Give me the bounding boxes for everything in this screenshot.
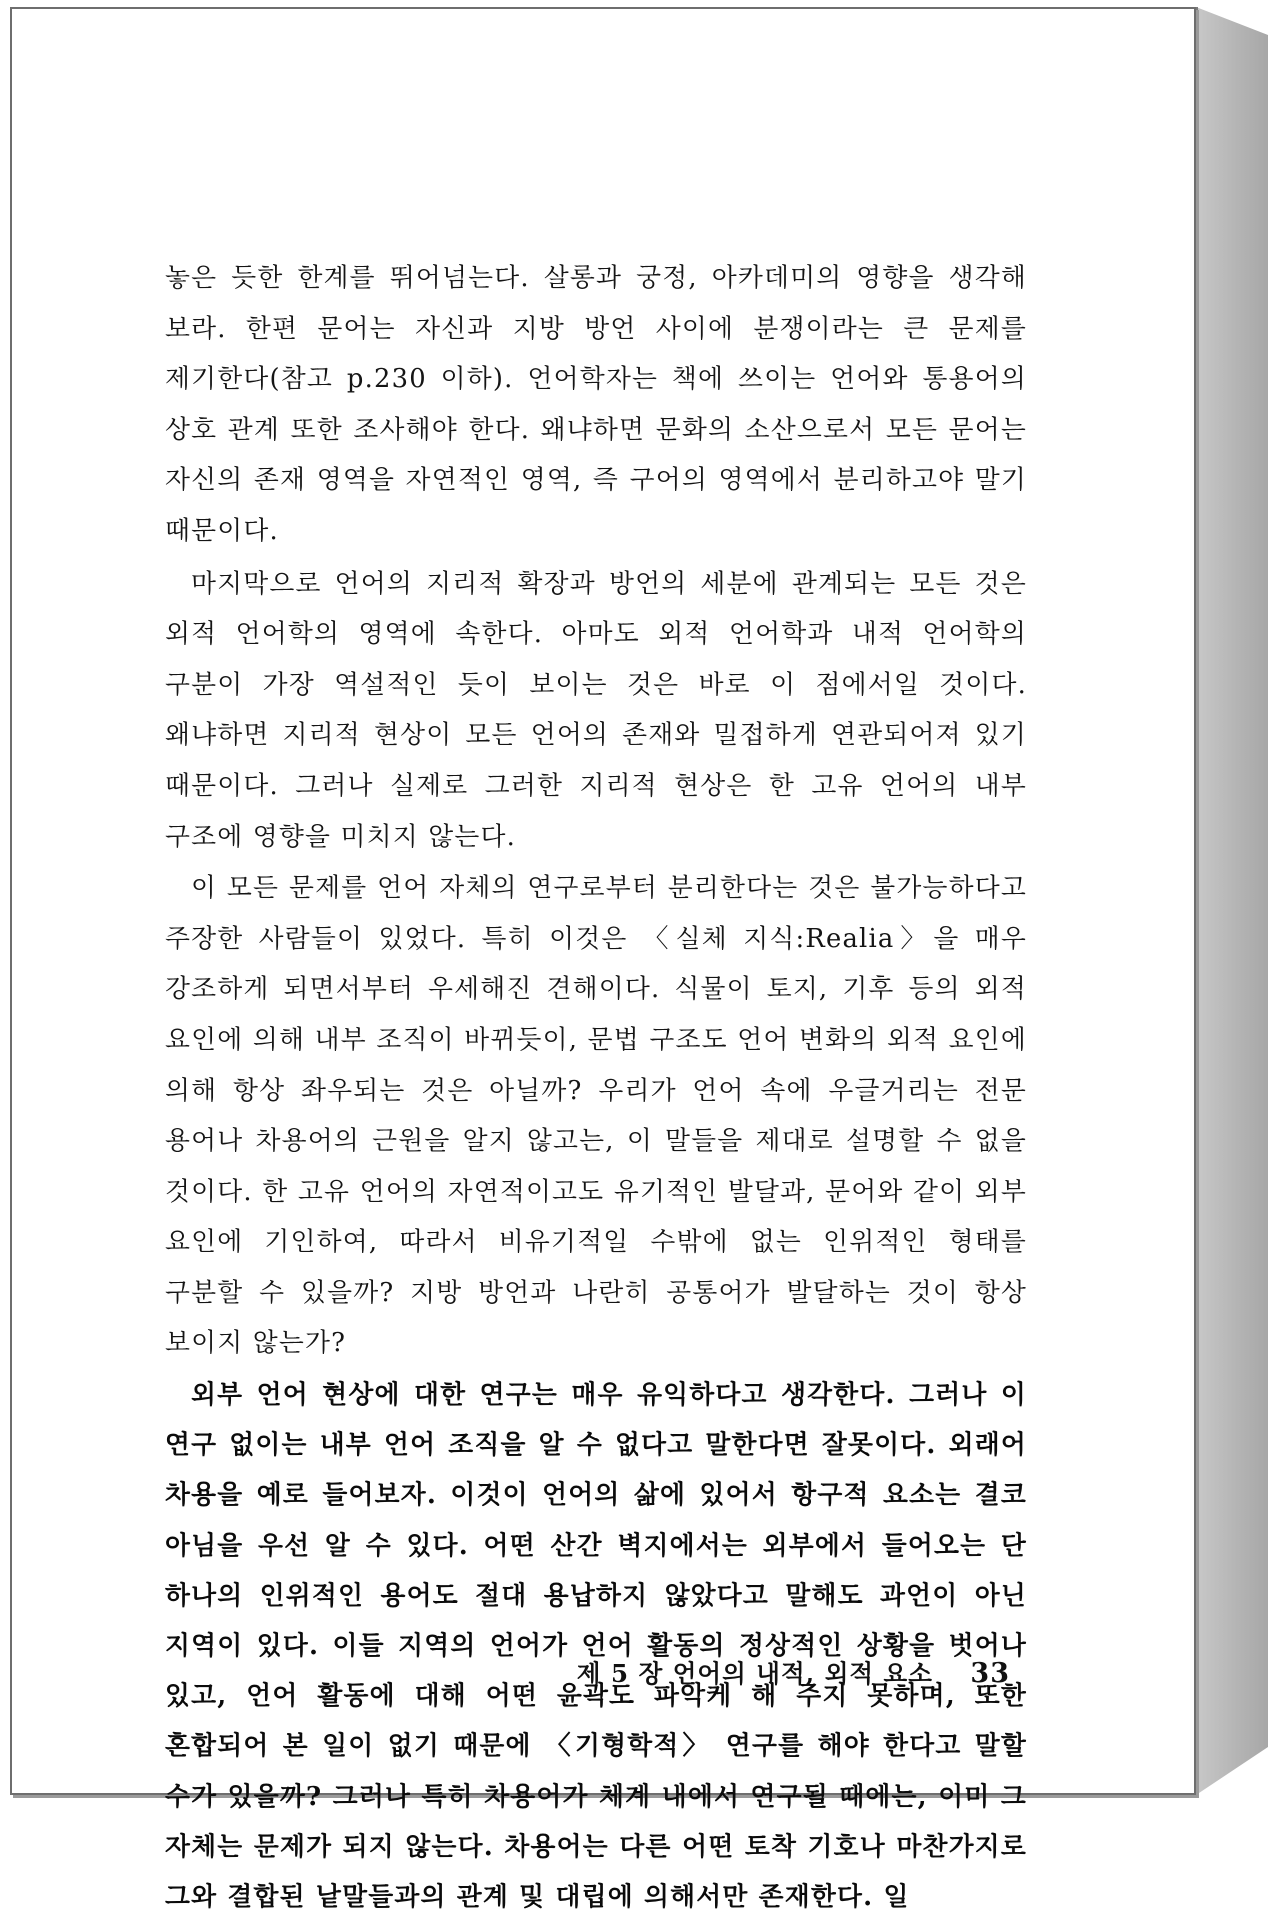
book-page-side bbox=[1196, 7, 1268, 1795]
paragraph-3: 이 모든 문제를 언어 자체의 연구로부터 분리한다는 것은 불가능하다고 주장한 사람들이 있었다. 특히 이것은 〈실체 지식:Realia〉을 매우 강조하게 되면서부터 우세해진 견해이다. 식물이 토지, 기후 등의 외적 요인에 의해 내부 조직이 바뀌듯이, 문법 구조도 언어 변화의 외적 요인에 의해 항상 좌우되는 것은 아닐까? 우리가 언어 속에 우글거리는 전문 용어나 차용어의 근원을 알지 않고는, 이 말들을 제대로 설명할 수 없을 것이다. 한 고유 언어의 자연적이고도 유기적인 발달과, 문어와 같이 외부 요인에 기인하여, 따라서 비유기적일 수밖에 없는 인위적인 형태를 구분할 수 있을까? 지방 방언과 나란히 공통어가 발달하는 것이 항상 보이지 않는가? bbox=[165, 873, 1027, 1359]
book-page-edge bbox=[1196, 7, 1198, 1795]
page-number: 33 bbox=[970, 1658, 1010, 1689]
paragraph-2: 마지막으로 언어의 지리적 확장과 방언의 세분에 관계되는 모든 것은 외적 언어학의 영역에 속한다. 아마도 외적 언어학과 내적 언어학의 구분이 가장 역설적인 듯이 보이는 것은 바로 이 점에서일 것이다. 왜냐하면 지리적 현상이 모든 언어의 존재와 밀접하게 연관되어져 있기 때문이다. 그러나 실제로 그러한 지리적 현상은 한 고유 언어의 내부 구조에 영향을 미치지 않는다. bbox=[165, 568, 1027, 852]
paragraph-1: 놓은 듯한 한계를 뛰어넘는다. 살롱과 궁정, 아카데미의 영향을 생각해 보라. 한편 문어는 자신과 지방 방언 사이에 분쟁이라는 큰 문제를 제기한다(참고 p.230 이하). 언어학자는 책에 쓰이는 언어와 통용어의 상호 관계 또한 조사해야 한다. 왜냐하면 문화의 소산으로서 모든 문어는 자신의 존재 영역을 자연적인 영역, 즉 구어의 영역에서 분리하고야 말기 때문이다. bbox=[165, 263, 1027, 546]
page-footer bbox=[577, 1655, 1010, 1690]
chapter-title: 제 5 장 언어의 내적, 외적 요소 bbox=[576, 1659, 933, 1688]
paragraph-4: 외부 언어 현상에 대한 연구는 매우 유익하다고 생각한다. 그러나 이 연구 없이는 내부 언어 조직을 알 수 없다고 말한다면 잘못이다. 외래어 차용을 예로 들어보자. 이것이 언어의 삶에 있어서 항구적 요소는 결코 아님을 우선 알 수 있다. 어떤 산간 벽지에서는 외부에서 들어오는 단 하나의 인위적인 용어도 절대 용납하지 않았다고 말해도 과언이 아닌 지역이 있다. 이들 지역의 언어가 언어 활동의 정상적인 상황을 벗어나 있고, 언어 활동에 대해 어떤 윤곽도 파악케 해 주지 못하며, 또한 혼합되어 본 일이 없기 때문에 〈기형학적〉 연구를 해야 한다고 말할 수가 있을까? 그러나 특히 차용어가 체계 내에서 연구될 때에는, 이미 그 자체는 문제가 되지 않는다. 차용어는 다른 어떤 토착 기호나 마찬가지로 그와 결합된 낱말들과의 관계 및 대립에 의해서만 존재한다. 일 bbox=[165, 1380, 1027, 1913]
